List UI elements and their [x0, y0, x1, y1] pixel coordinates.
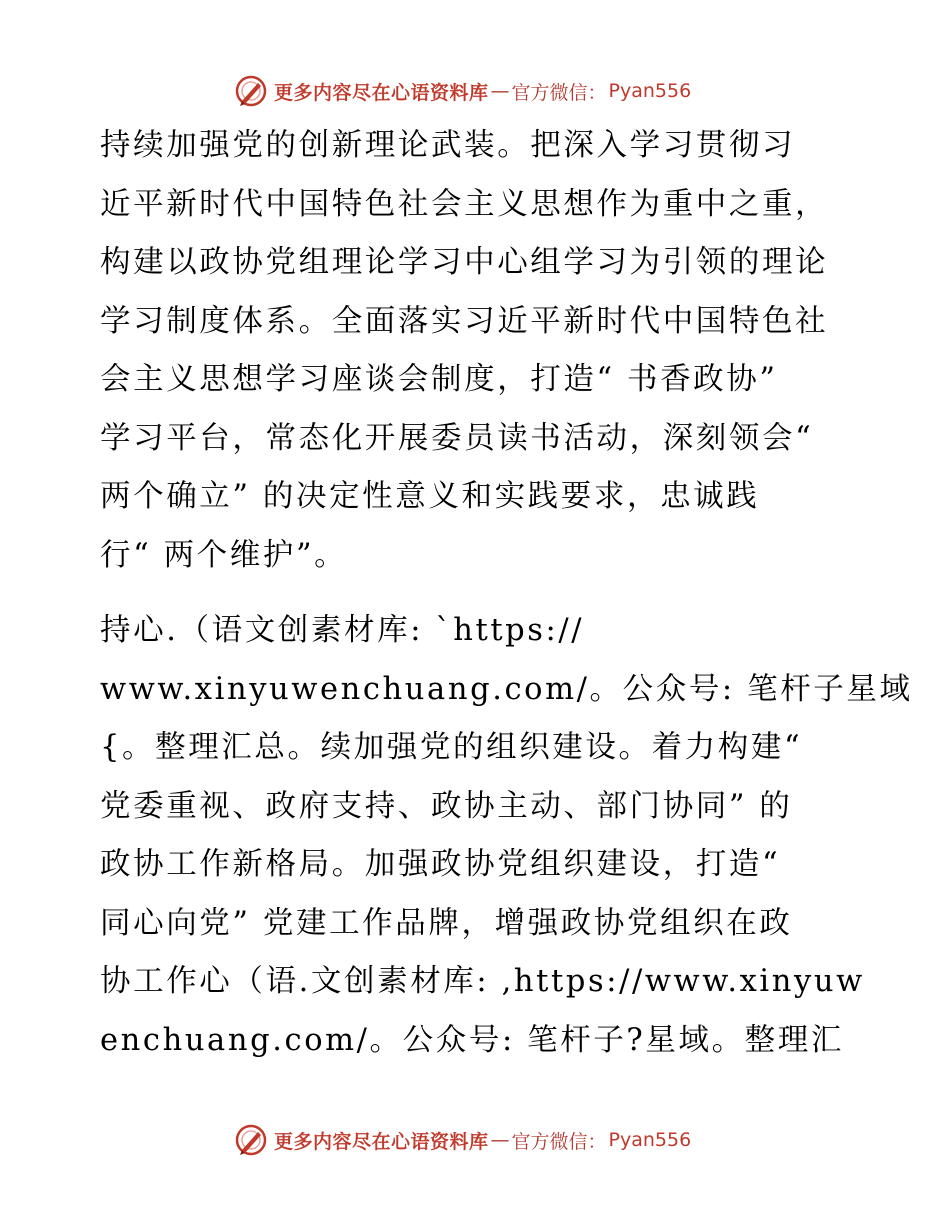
banner-title: 更多内容尽在心语资料库 [274, 1130, 489, 1153]
text-line: 学习制度体系。全面落实习近平新时代中国特色社 [100, 303, 829, 339]
text-line: 两个确立” 的决定性意义和实践要求，忠诚践 [100, 479, 760, 514]
pen-logo-icon [234, 74, 268, 108]
text-line: 近平新时代中国特色社会主义思想作为重中之重， [100, 186, 829, 222]
text-line: 协工作心（语.文创素材库: ,https://www.xinyuw [100, 964, 865, 999]
banner-wechat-label: 官方微信： [511, 81, 607, 104]
text-line: 构建以政协党组理论学习中心组学习为引领的理论 [100, 245, 829, 280]
text-line: 持心.（语文创素材库: `https:// [100, 613, 585, 648]
text-line: 党委重视、政府支持、政协主动、部门协同” 的 [100, 788, 793, 824]
text-line: 同心向党” 党建工作品牌，增强政协党组织在政 [100, 905, 793, 941]
paragraph-2 [100, 602, 913, 1070]
banner-wechat-handle: Pyan556 [608, 1129, 692, 1151]
pen-logo-icon [234, 1123, 268, 1157]
text-line: 行“ 两个维护”。 [100, 537, 348, 573]
text-line: 持续加强党的创新理论武装。把深入学习贯彻习 [100, 128, 796, 163]
banner-dash: — [490, 80, 510, 102]
text-line: 政协工作新格局。加强政协党组织建设，打造“ [100, 847, 781, 882]
banner-dash: — [490, 1129, 510, 1151]
header-watermark-banner [234, 73, 754, 109]
text-line: {。整理汇总。续加强党的组织建设。着力构建“ [100, 730, 803, 765]
banner-wechat-handle: Pyan556 [608, 80, 692, 102]
footer-watermark-banner [234, 1122, 754, 1158]
banner-title: 更多内容尽在心语资料库 [274, 81, 489, 104]
text-line: enchuang.com/。公众号: 笔杆子?星域。整理汇 [100, 1022, 844, 1058]
paragraph-1 [100, 117, 860, 585]
banner-wechat-label: 官方微信： [511, 1130, 607, 1153]
text-line: 会主义思想学习座谈会制度，打造“ 书香政协” [100, 362, 778, 397]
text-line: www.xinyuwenchuang.com/。公众号: 笔杆子星域 [100, 671, 913, 707]
text-line: 学习平台，常态化开展委员读书活动，深刻领会“ [100, 420, 814, 456]
